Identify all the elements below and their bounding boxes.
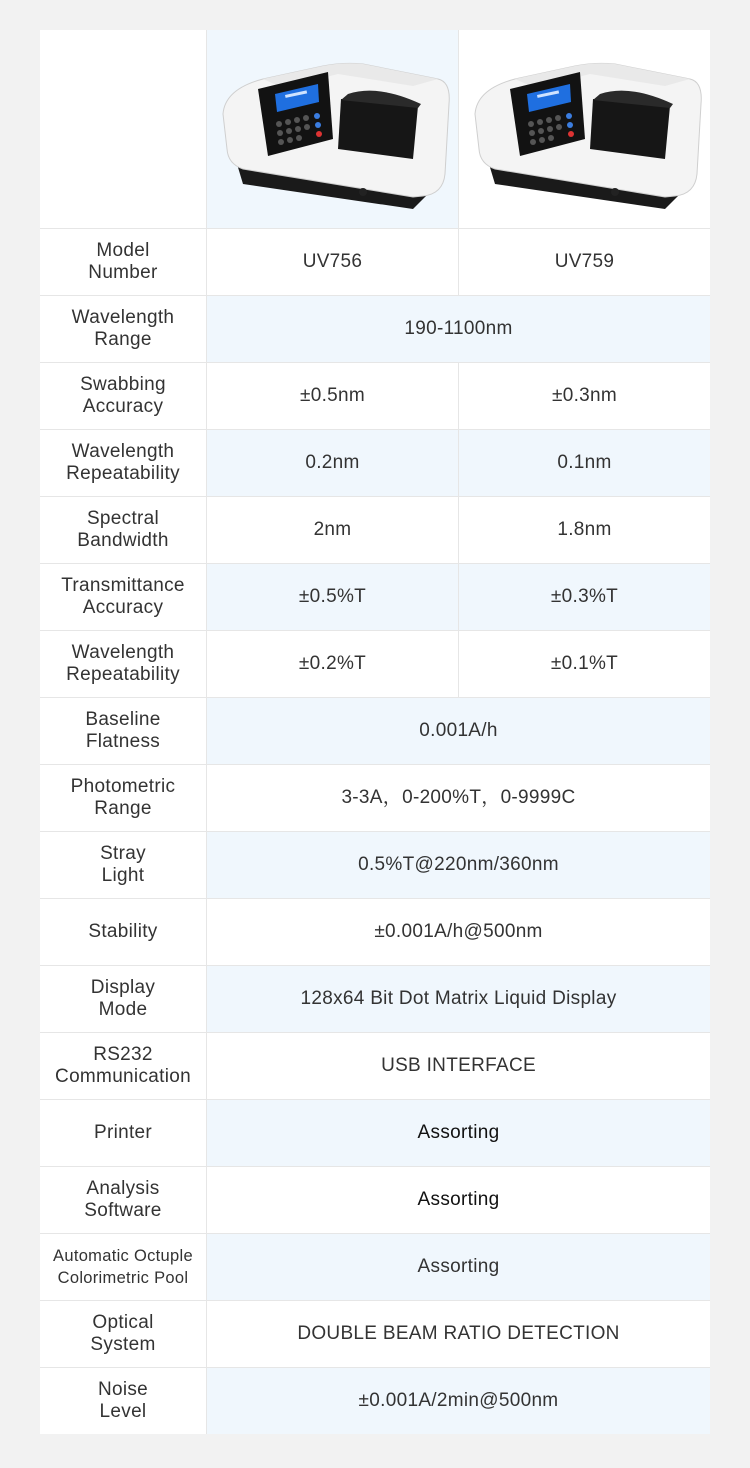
row-label-printer: Printer (40, 1100, 206, 1166)
value-wavelength-range: 190-1100nm (207, 296, 710, 362)
value-display-mode: 128x64 Bit Dot Matrix Liquid Display (207, 966, 710, 1032)
row-label-stability: Stability (40, 899, 206, 965)
header-empty-cell (40, 30, 206, 228)
spec-table (40, 30, 710, 1434)
value-stray-light: 0.5%T@220nm/360nm (207, 832, 710, 898)
value-printer: Assorting (207, 1100, 710, 1166)
value-swabbing-accuracy-uv759: ±0.3nm (459, 363, 710, 429)
product-image-uv759 (459, 30, 710, 228)
value-noise-level: ±0.001A/2min@500nm (207, 1368, 710, 1434)
value-transmittance-accuracy-uv759: ±0.3%T (459, 564, 710, 630)
row-label-colorimetric-pool: Automatic Octuple Colorimetric Pool (40, 1234, 206, 1300)
row-label-spectral-bandwidth: Spectral Bandwidth (40, 497, 206, 563)
value-photometric-range: 3-3A，0-200%T，0-9999C (207, 765, 710, 831)
value-baseline-flatness: 0.001A/h (207, 698, 710, 764)
spectrophotometer-image (213, 44, 453, 214)
value-model-uv759: UV759 (459, 229, 710, 295)
value-swabbing-accuracy-uv756: ±0.5nm (207, 363, 458, 429)
row-label-wavelength-repeatability: Wavelength Repeatability (40, 430, 206, 496)
value-rs232-communication: USB INTERFACE (207, 1033, 710, 1099)
row-label-stray-light: Stray Light (40, 832, 206, 898)
row-label-wavelength-repeatability-t: Wavelength Repeatability (40, 631, 206, 697)
product-image-uv756 (207, 30, 458, 228)
value-wavelength-repeatability-t-uv759: ±0.1%T (459, 631, 710, 697)
value-wavelength-repeatability-uv759: 0.1nm (459, 430, 710, 496)
row-label-photometric-range: Photometric Range (40, 765, 206, 831)
value-colorimetric-pool: Assorting (207, 1234, 710, 1300)
value-analysis-software: Assorting (207, 1167, 710, 1233)
spectrophotometer-image (465, 44, 705, 214)
value-spectral-bandwidth-uv756: 2nm (207, 497, 458, 563)
row-label-wavelength-range: Wavelength Range (40, 296, 206, 362)
row-label-noise-level: Noise Level (40, 1368, 206, 1434)
value-spectral-bandwidth-uv759: 1.8nm (459, 497, 710, 563)
row-label-swabbing-accuracy: Swabbing Accuracy (40, 363, 206, 429)
row-label-analysis-software: Analysis Software (40, 1167, 206, 1233)
value-wavelength-repeatability-t-uv756: ±0.2%T (207, 631, 458, 697)
row-label-model-number: Model Number (40, 229, 206, 295)
row-label-display-mode: Display Mode (40, 966, 206, 1032)
row-label-baseline-flatness: Baseline Flatness (40, 698, 206, 764)
value-wavelength-repeatability-uv756: 0.2nm (207, 430, 458, 496)
row-label-transmittance-accuracy: Transmittance Accuracy (40, 564, 206, 630)
value-model-uv756: UV756 (207, 229, 458, 295)
value-transmittance-accuracy-uv756: ±0.5%T (207, 564, 458, 630)
row-label-optical-system: Optical System (40, 1301, 206, 1367)
row-label-rs232-communication: RS232 Communication (40, 1033, 206, 1099)
value-stability: ±0.001A/h@500nm (207, 899, 710, 965)
value-optical-system: DOUBLE BEAM RATIO DETECTION (207, 1301, 710, 1367)
